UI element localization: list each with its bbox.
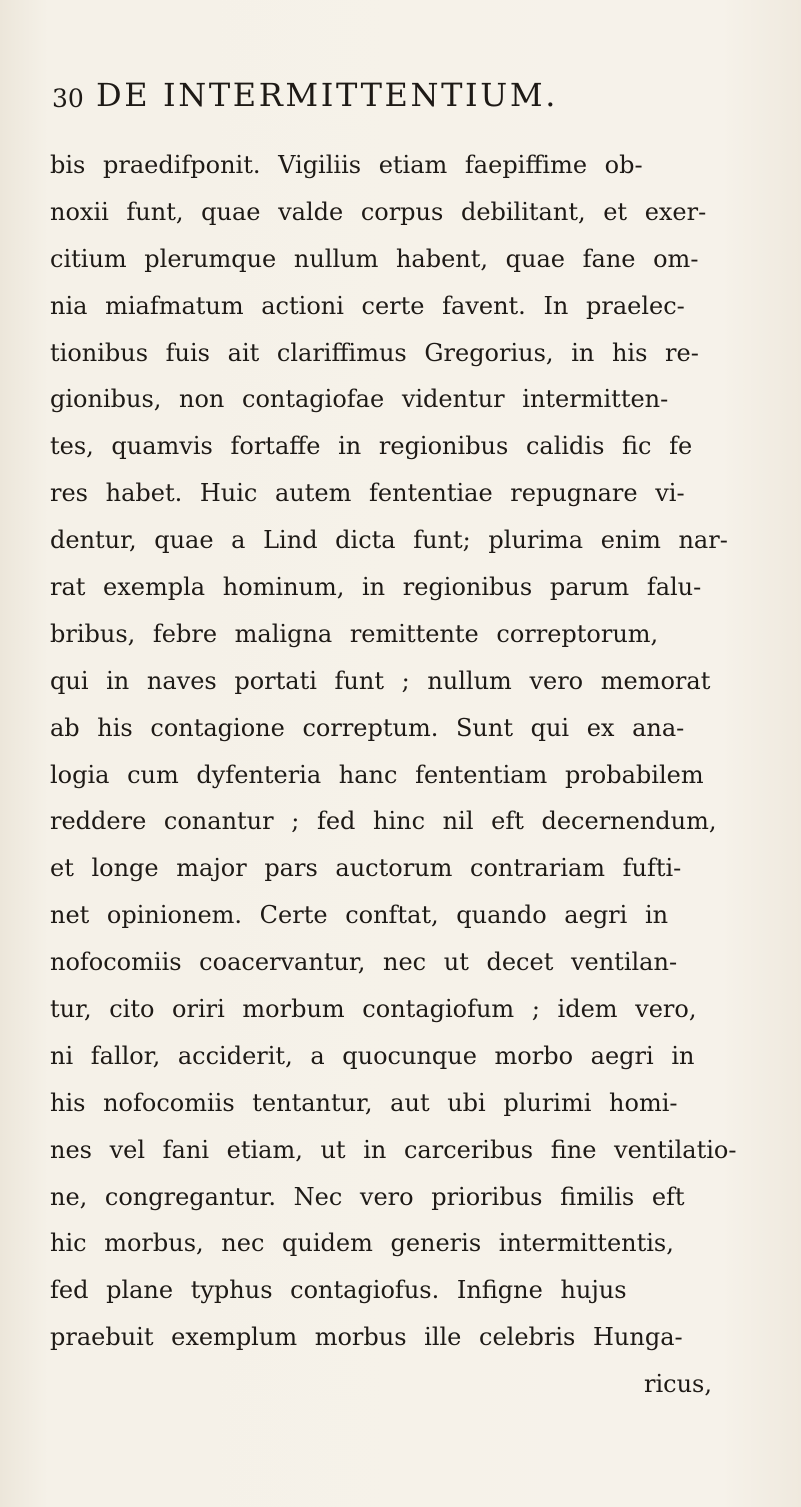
text-line: tionibus fuis ait clariffimus Gregorius, in his re- — [50, 338, 699, 367]
text-line: nofocomiis coacervantur, nec ut decet ventilan- — [50, 948, 678, 977]
text-line: res habet. Huic autem fententiae repugnare vi- — [50, 479, 685, 508]
text-line: reddere conantur ; fed hinc nil eft decernendum, — [50, 807, 717, 836]
text-line: qui in naves portati funt ; nullum vero memorat — [50, 666, 711, 695]
body-text — [50, 142, 790, 1408]
text-line: hic morbus, nec quidem generis intermittentis, — [50, 1229, 674, 1258]
text-line: citium plerumque nullum habent, quae fane om- — [50, 244, 699, 273]
text-line: dentur, quae a Lind dicta funt; plurima enim nar- — [50, 526, 728, 555]
text-line: bribus, febre maligna remittente correptorum, — [50, 619, 659, 648]
text-line: bis praedifponit. Vigiliis etiam faepiffime ob- — [50, 151, 643, 179]
text-line: praebuit exemplum morbus ille celebris Hunga- — [50, 1323, 683, 1352]
text-line: gionibus, non contagiofae videntur intermitten- — [50, 385, 669, 414]
text-line: tes, quamvis fortaffe in regionibus calidis fic fe — [50, 432, 693, 461]
text-line: ni fallor, acciderit, a quocunque morbo aegri in — [50, 1041, 695, 1070]
text-line: noxii funt, quae valde corpus debilitant, et exer- — [50, 197, 707, 226]
text-line: net opinionem. Certe conftat, quando aegri in — [50, 901, 669, 930]
text-line: fed plane typhus contagiofus. Infigne hujus — [50, 1276, 627, 1305]
page-header — [52, 76, 752, 122]
text-line: rat exempla hominum, in regionibus parum falu- — [50, 573, 702, 602]
text-line: tur, cito oriri morbum contagiofum ; idem vero, — [50, 995, 697, 1024]
text-line: nes vel fani etiam, ut in carceribus fine ventilatio- — [50, 1135, 737, 1164]
catchword: ricus, — [644, 1370, 712, 1399]
text-line: et longe major pars auctorum contrariam fufti- — [50, 854, 682, 883]
page-number: 30 — [52, 84, 84, 113]
text-line: ne, congregantur. Nec vero prioribus fimilis eft — [50, 1182, 685, 1211]
text-line: his nofocomiis tentantur, aut ubi plurimi homi- — [50, 1088, 678, 1117]
running-title: DE INTERMITTENTIUM. — [96, 76, 558, 114]
text-line: nia miafmatum actioni certe favent. In praelec- — [50, 291, 685, 320]
text-line: logia cum dyfenteria hanc fententiam probabilem — [50, 760, 704, 789]
text-line: ab his contagione correptum. Sunt qui ex ana- — [50, 713, 685, 742]
